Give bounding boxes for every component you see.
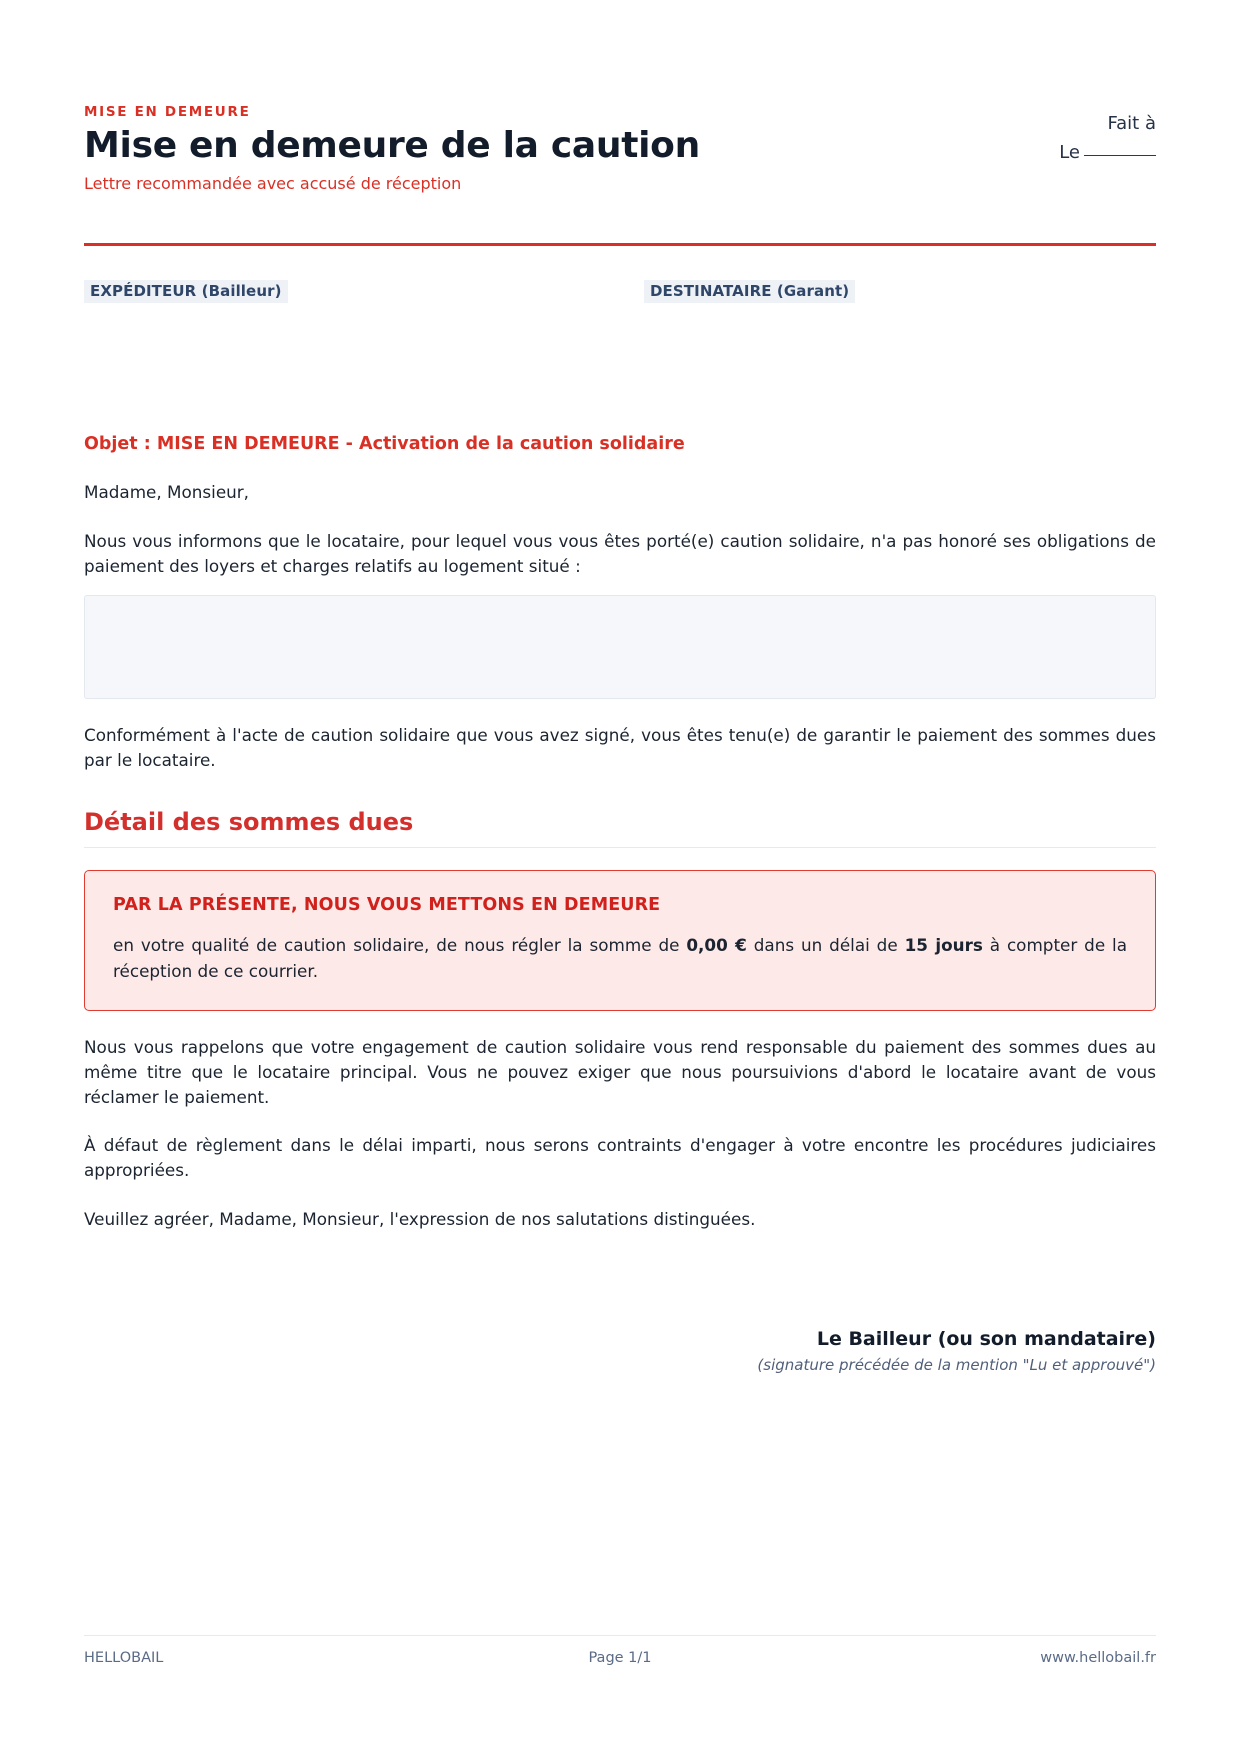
header-divider bbox=[84, 243, 1156, 246]
footer-brand: HELLOBAIL bbox=[84, 1650, 164, 1666]
date-label: Le bbox=[1059, 142, 1080, 163]
letter-closing: Veuillez agréer, Madame, Monsieur, l'expression de nos salutations distinguées. bbox=[84, 1209, 756, 1230]
alert-delay: 15 jours bbox=[904, 935, 983, 956]
recipient-label: DESTINATAIRE (Garant) bbox=[644, 280, 855, 303]
alert-text-part3: à compter de la réception de ce courrier. bbox=[113, 935, 1127, 981]
alert-text-part1: en votre qualité de caution solidaire, de nous régler la somme de bbox=[113, 935, 687, 956]
signature-block bbox=[84, 1328, 1156, 1374]
formal-notice-alert bbox=[84, 870, 1156, 1010]
footer-divider bbox=[84, 1635, 1156, 1636]
property-address-box[interactable] bbox=[84, 595, 1156, 699]
letter-reminder: Nous vous rappelons que votre engagement de caution solidaire vous rend responsable du paiement des sommes dues au même titre que le locataire principal. Vous ne pouvez exiger que nous poursuivions d'abord le locataire avant de vous réclamer le paiement. bbox=[84, 1036, 1156, 1107]
recipient-address-lines[interactable] bbox=[644, 303, 1156, 367]
footer-row bbox=[84, 1650, 1156, 1666]
sender-address-lines[interactable] bbox=[84, 303, 620, 367]
parties-section bbox=[84, 280, 1156, 388]
date-blank-line[interactable] bbox=[1084, 155, 1156, 156]
letter-conformity: Conformément à l'acte de caution solidaire que vous avez signé, vous êtes tenu(e) de garantir le paiement des sommes dues par le locataire. bbox=[84, 724, 1156, 770]
section-title-sums-due: Détail des sommes dues bbox=[84, 808, 414, 837]
page-title: Mise en demeure de la caution bbox=[84, 125, 700, 166]
alert-amount: 0,00 € bbox=[686, 935, 747, 956]
section-divider bbox=[84, 847, 1156, 848]
date-field-row[interactable] bbox=[1059, 139, 1156, 166]
alert-text-part2: dans un délai de bbox=[746, 935, 905, 956]
recipient-block bbox=[620, 280, 1156, 388]
document-subtitle: Lettre recommandée avec accusé de réception bbox=[84, 174, 462, 194]
alert-body bbox=[113, 933, 1127, 983]
letter-intro: Nous vous informons que le locataire, pour lequel vous vous êtes porté(e) caution solidaire, n'a pas honoré ses obligations de paiement des loyers et charges relatifs au logement situé : bbox=[84, 531, 1156, 576]
place-date-block bbox=[1059, 104, 1156, 166]
signature-note: (signature précédée de la mention "Lu et approuvé") bbox=[757, 1355, 1156, 1374]
footer-page-number: Page 1/1 bbox=[588, 1650, 652, 1666]
letter-default-notice: À défaut de règlement dans le délai imparti, nous serons contraints d'engager à votre encontre les procédures judiciaires appropriées. bbox=[84, 1135, 1156, 1181]
page-footer bbox=[84, 1635, 1156, 1666]
alert-title: PAR LA PRÉSENTE, NOUS VOUS METTONS EN DEMEURE bbox=[113, 895, 661, 916]
place-label: Fait à bbox=[1107, 113, 1156, 134]
sender-label: EXPÉDITEUR (Bailleur) bbox=[84, 280, 288, 303]
letter-subject: Objet : MISE EN DEMEURE - Activation de la caution solidaire bbox=[84, 434, 685, 455]
document-kicker: MISE EN DEMEURE bbox=[84, 104, 251, 120]
sender-block bbox=[84, 280, 620, 388]
header-title-block bbox=[84, 104, 1059, 193]
letter-salutation: Madame, Monsieur, bbox=[84, 482, 250, 503]
footer-website: www.hellobail.fr bbox=[1040, 1650, 1156, 1666]
document-header bbox=[84, 0, 1156, 193]
signature-name: Le Bailleur (ou son mandataire) bbox=[816, 1327, 1156, 1350]
